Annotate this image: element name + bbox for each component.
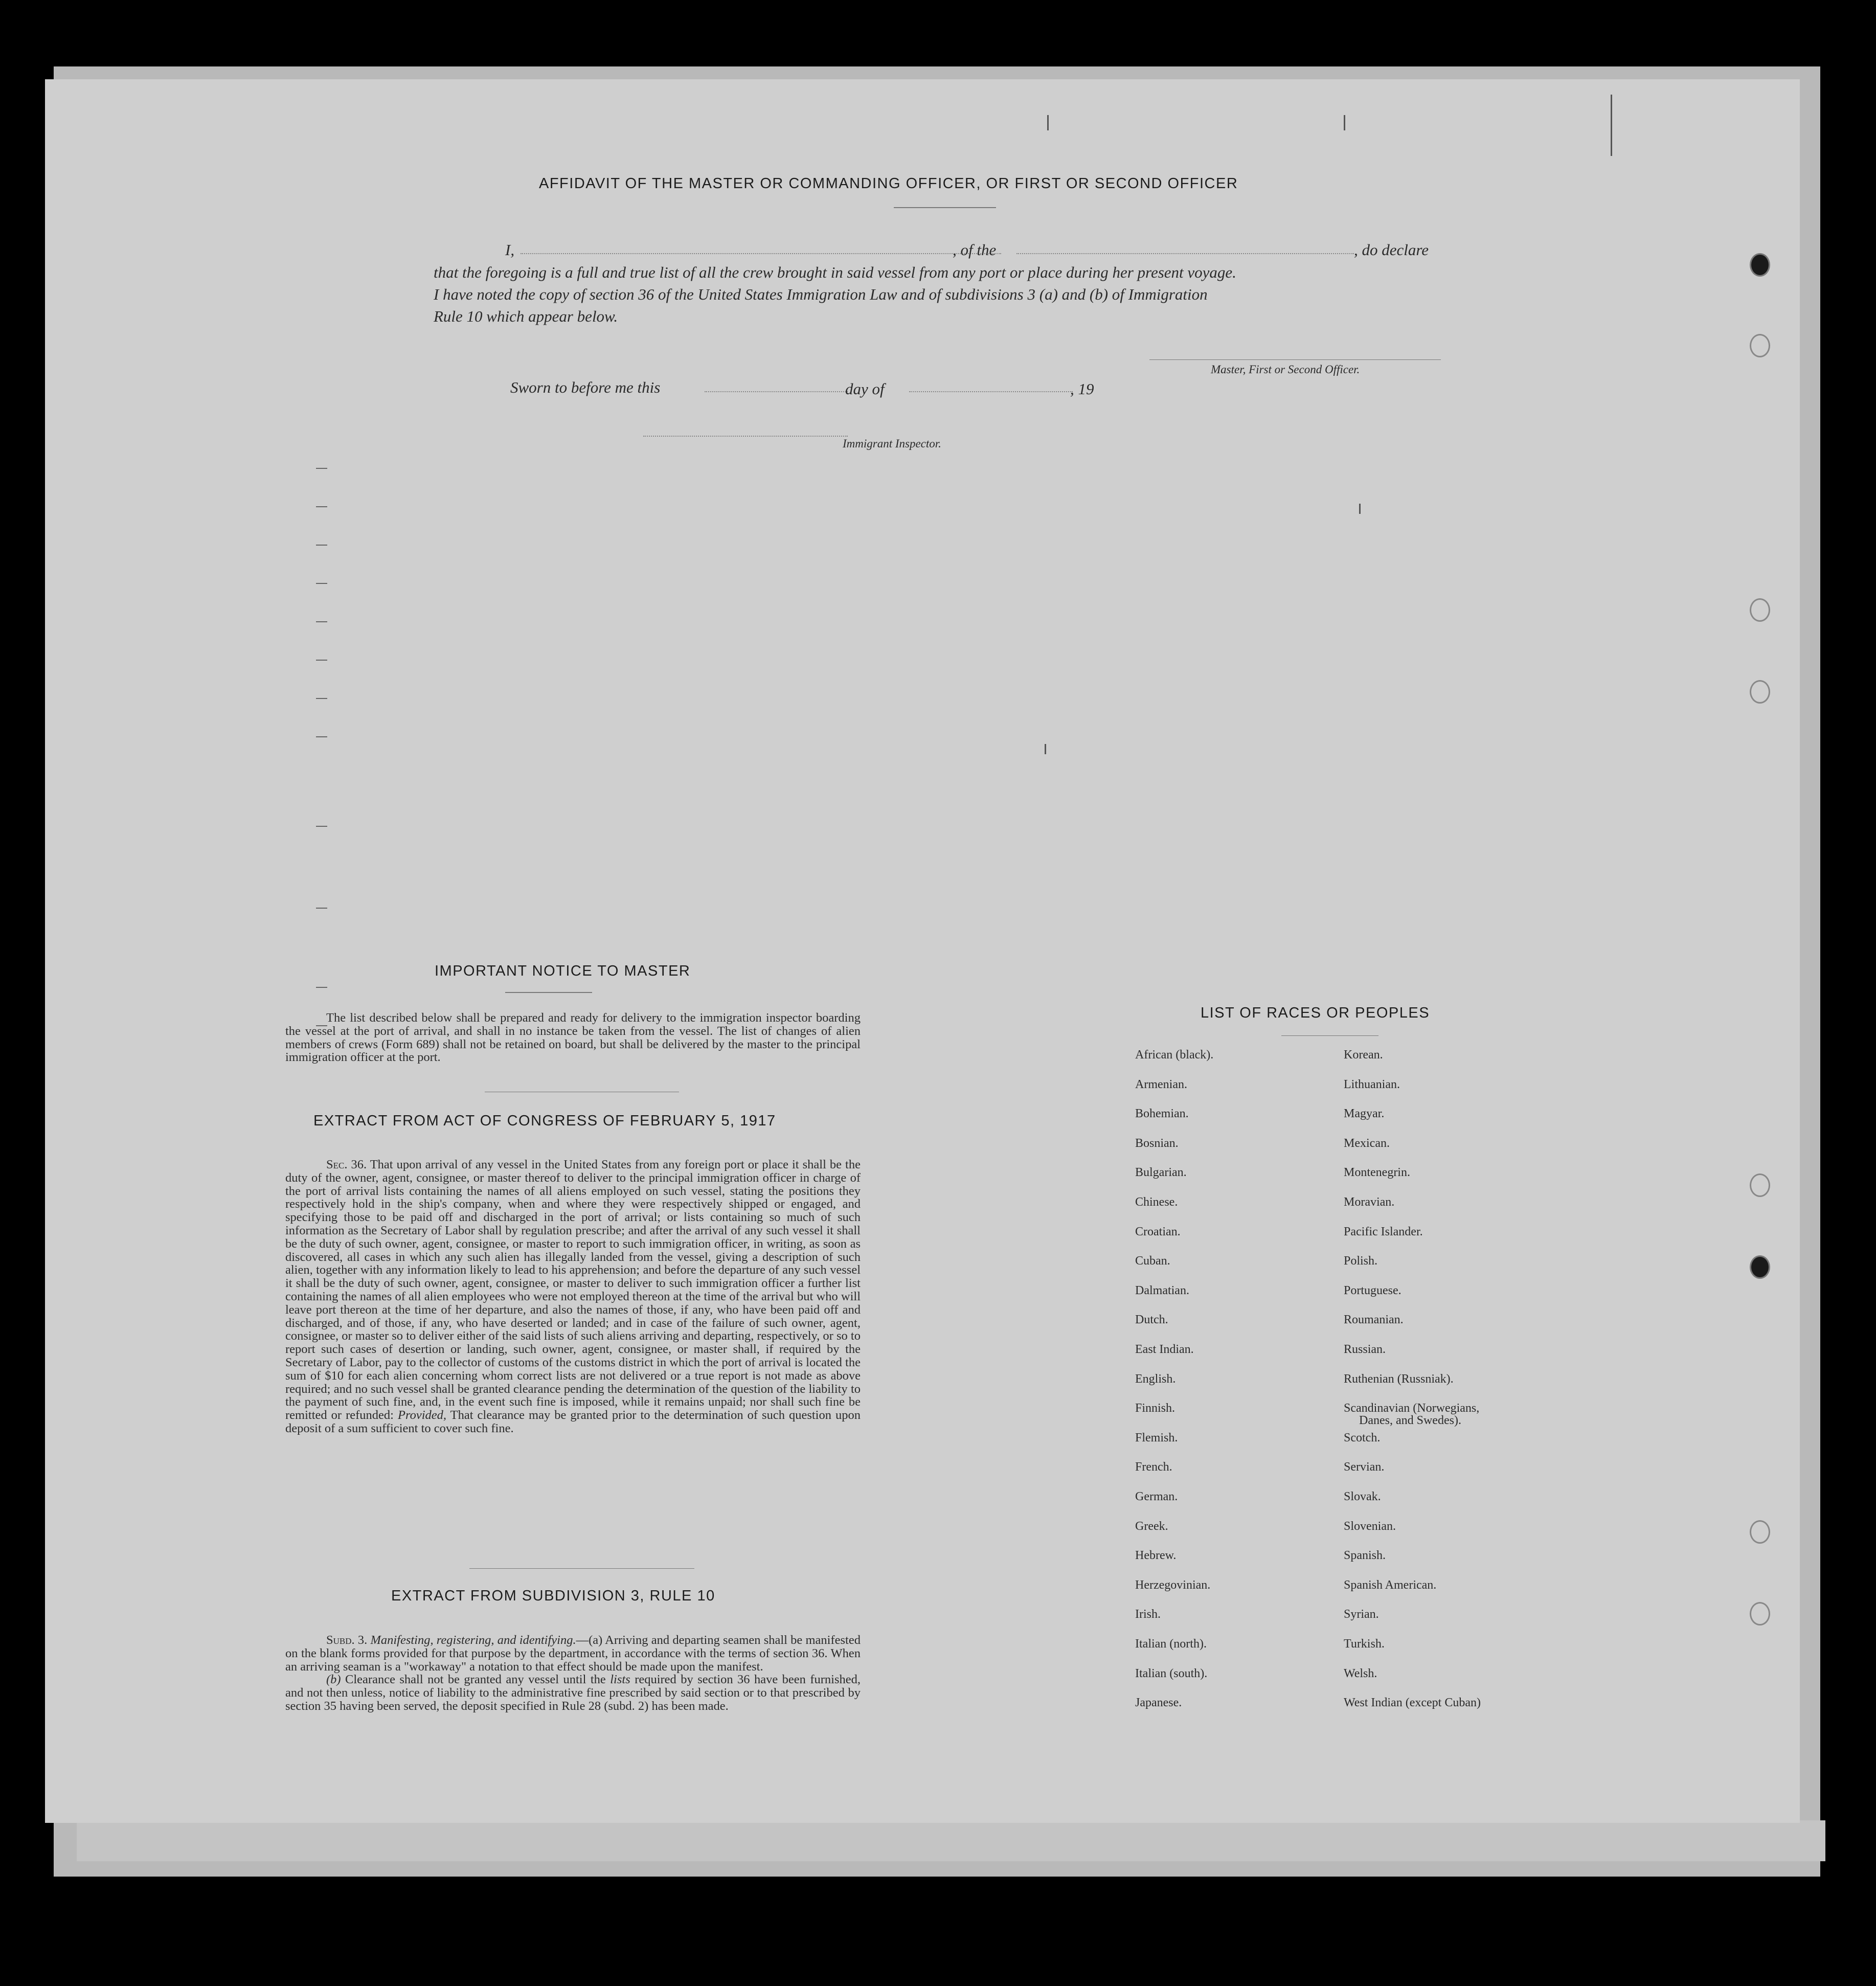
- race-item: Herzegovinian.: [1135, 1578, 1211, 1592]
- notice-paragraph: The list described below shall be prepared and ready for delivery to the immigration inspector boarding the vessel at the port of arrival, and shall in no instance be taken from the vessel. The list of changes of alien members of crews (Form 689) shall not be retained on board, but shall be delivered by the master to the principal immigration officer at the port.: [285, 1011, 861, 1065]
- race-item: Montenegrin.: [1344, 1166, 1410, 1179]
- subd-a-text: Arriving and departing seamen shall be manifested on the blank forms provided for that purpose by the department, in accordance with the terms of section 36. When an arriving seaman is a "workaway" a notation to that effect should be made upon the manifest.: [285, 1633, 861, 1674]
- act-text: That upon arrival of any vessel in the United States from any foreign port or place it shall be the duty of the owner, agent, consignee, or master thereof to deliver to the principal immigration officer in charge of the port of arrival lists containing the names of all aliens employed on such vessel, stating the positions they respectively hold in the ship's company, when and where they were respectively shipped or engaged, and specifying those to be paid off and discharged in the port of arrival; or lists containing so much of such information as the Secretary of Labor shall by regulation prescribe; and after the arrival of any such vessel it shall be the duty of such owner, agent, consignee, or master to report to such immigration officer, in writing, as soon as discovered, all cases in which any such alien has illegally landed from the vessel, giving a description of such alien, together with any information likely to lead to his apprehension; and before the departure of any such vessel it shall be the duty of such owner, agent, consignee, or master to deliver to such immigration officer a further list containing the names of all alien employees who were not employed thereon at the time of the arrival but who will leave port thereon at the time of her departure, and also the names of those, if any, who have been paid off and discharged, and of those, if any, who have deserted or landed; and in case of the failure of such owner, agent, consignee, or master so to deliver either of the said lists of such aliens arriving and departing, respectively, or so to report such cases of desertion or landing, such owner, agent, consignee, or master shall, if required by the Secretary of Labor, pay to the collector of customs of the customs district in which the port of arrival is located the sum of $10 for each alien concerning whom correct lists are not delivered or a true report is not made as above required; and no such vessel shall be granted clearance pending the determination of the question of the liability to the payment of such fine, and, in the event such fine is imposed, while it remains unpaid; nor shall such fine be remitted or refunded:: [285, 1158, 861, 1423]
- row-mark: [316, 506, 327, 507]
- row-mark: [316, 660, 327, 661]
- provided-text: Provided,: [398, 1408, 447, 1423]
- race-item: Chinese.: [1135, 1195, 1178, 1209]
- divider: [894, 207, 996, 208]
- race-item: Scotch.: [1344, 1431, 1381, 1445]
- race-item: Ruthenian (Russniak).: [1344, 1372, 1454, 1386]
- race-item: Armenian.: [1135, 1078, 1187, 1091]
- binder-hole: [1750, 1602, 1770, 1626]
- day-of-text: day of: [845, 380, 885, 398]
- affidavit-line3: I have noted the copy of section 36 of the United States Immigration Law and of subdivisions 3 (a) and (b) of Immigration: [434, 285, 1208, 303]
- row-mark: [316, 826, 327, 827]
- row-mark: [316, 621, 327, 622]
- sworn-day-field[interactable]: [705, 391, 848, 392]
- name-field[interactable]: [521, 253, 1001, 254]
- race-item: Hebrew.: [1135, 1549, 1177, 1562]
- row-mark: [316, 987, 327, 988]
- back-sheet-edge: [77, 1820, 1825, 1861]
- subd-label: Subd. 3.: [326, 1633, 368, 1647]
- race-item: Polish.: [1344, 1254, 1378, 1268]
- row-mark: [316, 736, 327, 737]
- subd-b-label: (b): [326, 1673, 341, 1687]
- race-item: Japanese.: [1135, 1696, 1182, 1709]
- race-item: Roumanian.: [1344, 1313, 1404, 1326]
- master-signature-label: Master, First or Second Officer.: [1211, 363, 1360, 376]
- subd-a-paragraph: [285, 1634, 861, 1673]
- race-item: Pacific Islander.: [1344, 1225, 1423, 1238]
- act-paragraph: [285, 1158, 861, 1435]
- race-item: Servian.: [1344, 1460, 1385, 1474]
- notice-body: [285, 1011, 861, 1064]
- race-item: Portuguese.: [1344, 1284, 1402, 1297]
- race-item: Spanish American.: [1344, 1578, 1437, 1592]
- act-body: [285, 1158, 861, 1435]
- subd-a-label: —(a): [576, 1633, 603, 1647]
- race-item: Finnish.: [1135, 1402, 1176, 1415]
- race-item: Croatian.: [1135, 1225, 1181, 1238]
- race-item: Italian (south).: [1135, 1667, 1208, 1680]
- divider: [1281, 1035, 1378, 1036]
- race-item: Greek.: [1135, 1520, 1168, 1533]
- row-mark: [316, 545, 327, 546]
- race-item: Russian.: [1344, 1343, 1386, 1356]
- divider: [505, 992, 592, 993]
- subd-b-lists: lists: [610, 1673, 630, 1687]
- race-item: German.: [1135, 1490, 1178, 1503]
- race-item: Bosnian.: [1135, 1137, 1179, 1150]
- binder-hole: [1750, 1520, 1770, 1544]
- binder-hole: [1750, 253, 1770, 277]
- act-title: EXTRACT FROM ACT OF CONGRESS OF FEBRUARY 5, 1917: [313, 1113, 776, 1129]
- affidavit-of-the: , of the: [953, 241, 997, 259]
- binder-hole: [1750, 680, 1770, 704]
- year-text: , 19: [1070, 380, 1094, 398]
- race-item: Bulgarian.: [1135, 1166, 1187, 1179]
- rule-body: [285, 1634, 861, 1713]
- sworn-month-field[interactable]: [909, 391, 1073, 392]
- affidavit-line2: that the foregoing is a full and true list of all the crew brought in said vessel from any port or place during her present voyage.: [434, 263, 1236, 281]
- race-item: French.: [1135, 1460, 1172, 1474]
- race-item: Flemish.: [1135, 1431, 1178, 1445]
- race-item: Dutch.: [1135, 1313, 1168, 1326]
- binder-hole: [1750, 598, 1770, 622]
- row-mark: [316, 583, 327, 584]
- race-item: English.: [1135, 1372, 1176, 1386]
- subd-b-text: Clearance shall not be granted any vessel until the: [345, 1673, 606, 1687]
- race-item: Moravian.: [1344, 1195, 1395, 1209]
- notice-title: IMPORTANT NOTICE TO MASTER: [435, 963, 691, 979]
- tick-mark: [1047, 115, 1049, 130]
- race-item: Bohemian.: [1135, 1107, 1189, 1120]
- race-item: Irish.: [1135, 1608, 1161, 1621]
- race-item: Dalmatian.: [1135, 1284, 1189, 1297]
- tick-mark: [1344, 115, 1345, 130]
- subd-b-text-end: required by section 36 have been furnished, and not then unless, notice of liability to the administrative fine prescribed by said section or to that prescribed by section 35 having been served, the deposit specified in Rule 28 (subd. 2) has been made.: [285, 1673, 861, 1713]
- rule-title: EXTRACT FROM SUBDIVISION 3, RULE 10: [391, 1588, 715, 1604]
- race-item: Lithuanian.: [1344, 1078, 1400, 1091]
- race-item: Magyar.: [1344, 1107, 1385, 1120]
- master-signature-line[interactable]: [1149, 359, 1441, 360]
- race-item: Cuban.: [1135, 1254, 1170, 1268]
- vessel-field[interactable]: [1016, 253, 1354, 254]
- affidavit-i: I,: [505, 241, 515, 259]
- row-mark: [316, 698, 327, 699]
- binder-hole: [1750, 1255, 1770, 1279]
- race-item: Mexican.: [1344, 1137, 1390, 1150]
- affidavit-line4: Rule 10 which appear below.: [434, 307, 618, 325]
- race-item: Italian (north).: [1135, 1637, 1207, 1651]
- tick-mark: [1359, 504, 1361, 514]
- race-item: African (black).: [1135, 1048, 1214, 1062]
- tick-mark: [1045, 744, 1046, 754]
- form-page: [45, 79, 1800, 1823]
- race-item: Spanish.: [1344, 1549, 1386, 1562]
- race-item: West Indian (except Cuban): [1344, 1696, 1481, 1709]
- race-item: Scandinavian (Norwegians,: [1344, 1402, 1480, 1415]
- affidavit-title: AFFIDAVIT OF THE MASTER OR COMMANDING OFFICER, OR FIRST OR SECOND OFFICER: [539, 175, 1238, 192]
- section-label: Sec. 36.: [326, 1158, 367, 1171]
- sworn-text: Sworn to before me this: [510, 378, 661, 396]
- inspector-signature-line[interactable]: [643, 436, 848, 437]
- races-title: LIST OF RACES OR PEOPLES: [1201, 1005, 1430, 1021]
- affidavit-declare: , do declare: [1354, 241, 1429, 259]
- inspector-signature-label: Immigrant Inspector.: [843, 437, 941, 450]
- binder-hole: [1750, 334, 1770, 357]
- binder-hole: [1750, 1173, 1770, 1197]
- row-mark: [316, 908, 327, 909]
- race-item: Korean.: [1344, 1048, 1383, 1062]
- row-mark: [316, 468, 327, 469]
- race-item: Danes, and Swedes).: [1359, 1414, 1461, 1427]
- race-item: East Indian.: [1135, 1343, 1194, 1356]
- race-item: Welsh.: [1344, 1667, 1377, 1680]
- subd-b-paragraph: [285, 1673, 861, 1712]
- subd-heading: Manifesting, registering, and identifying.: [370, 1633, 576, 1647]
- act-text-end: That clearance may be granted prior to the determination of such question upon deposit of a sum sufficient to cover such fine.: [285, 1408, 861, 1435]
- race-item: Slovak.: [1344, 1490, 1381, 1503]
- race-item: Syrian.: [1344, 1608, 1379, 1621]
- race-item: Turkish.: [1344, 1637, 1385, 1651]
- race-item: Slovenian.: [1344, 1520, 1396, 1533]
- divider: [469, 1568, 694, 1569]
- tear-mark: [1611, 95, 1612, 156]
